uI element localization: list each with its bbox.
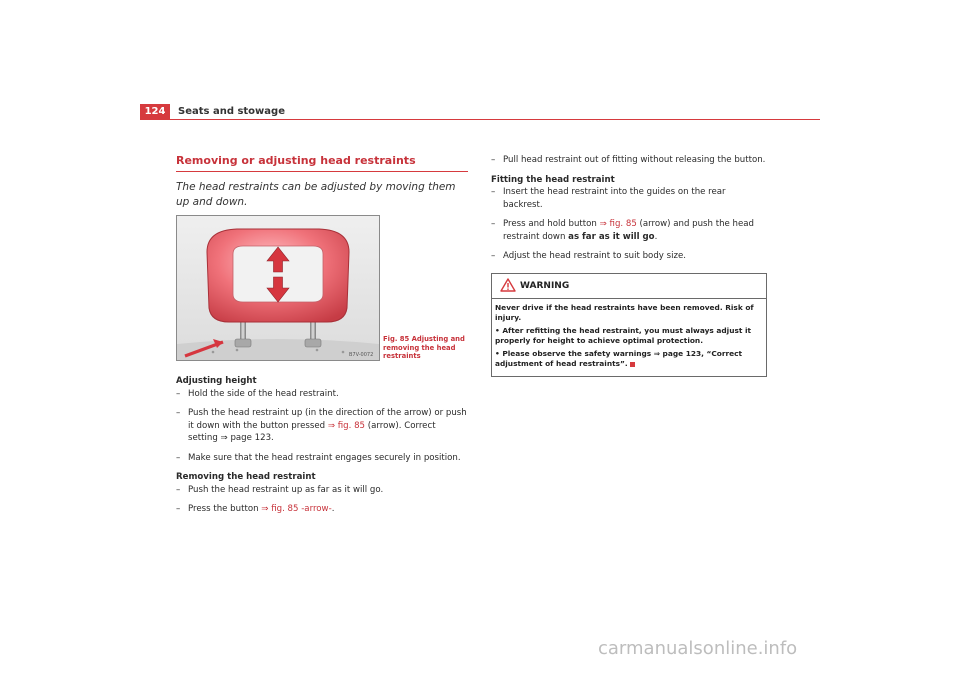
adjusting-heading: Adjusting height [176, 376, 257, 386]
warning-header [492, 274, 766, 299]
list-item: – Adjust the head restraint to suit body size. [491, 251, 686, 261]
header-rule [140, 119, 820, 120]
list-item: – Pull head restraint out of fitting without releasing the button. [491, 155, 766, 165]
figure-caption: Fig. 85 Adjusting and removing the head restraints [383, 335, 465, 361]
list-item: – Make sure that the head restraint engages securely in position. [176, 452, 461, 463]
list-item: – Hold the side of the head restraint. [176, 388, 339, 399]
fig-85-link[interactable]: ⇒ fig. 85 [599, 219, 637, 229]
figure-85 [176, 215, 468, 361]
list-item: – Push the head restraint up (in the direction of the arrow) or push it down with the button pressed ⇒ fig. 85 (arrow). Correct setting ⇒ page 123. [176, 408, 467, 443]
head-restraint-illustration [177, 216, 379, 360]
warning-bullet: • After refitting the head restraint, you must always adjust it properly for height to achieve optimal protection. [495, 325, 752, 346]
figure-code: B7V-0072 [349, 352, 374, 358]
watermark: carmanualsonline.info [598, 638, 798, 659]
warning-bullet: • Please observe the safety warnings ⇒ page 123, “Correct adjustment of head restraints”. [495, 348, 743, 369]
end-marker [630, 362, 635, 367]
chapter-title: Seats and stowage [178, 106, 285, 117]
list-item: – Press the button ⇒ fig. 85 -arrow-. [176, 504, 335, 514]
section-title: Removing or adjusting head restraints [176, 154, 468, 172]
release-button [235, 339, 251, 347]
warning-label: WARNING [520, 280, 570, 291]
figure-image [176, 215, 380, 361]
warning-body [492, 299, 766, 377]
removing-heading: Removing the head restraint [176, 472, 316, 482]
fig-85-arrow-link[interactable]: ⇒ fig. 85 -arrow- [261, 504, 332, 514]
fig-85-link[interactable]: ⇒ fig. 85 [327, 420, 366, 431]
list-item: – Press and hold button ⇒ fig. 85 (arrow) and push the head restraint down as far as it will go. [491, 219, 755, 242]
right-column [491, 154, 766, 377]
warning-box [491, 273, 767, 378]
list-item: – Push the head restraint up as far as it will go. [176, 484, 384, 495]
warning-triangle-icon [500, 278, 516, 292]
page-number: 124 [140, 104, 170, 119]
warning-line: Never drive if the head restraints have been removed. Risk of injury. [495, 302, 754, 323]
fitting-heading: Fitting the head restraint [491, 174, 615, 185]
list-item: – Insert the head restraint into the guides on the rear backrest. [491, 187, 726, 210]
left-column [176, 154, 468, 523]
section-intro: The head restraints can be adjusted by moving them up and down. [176, 181, 456, 208]
